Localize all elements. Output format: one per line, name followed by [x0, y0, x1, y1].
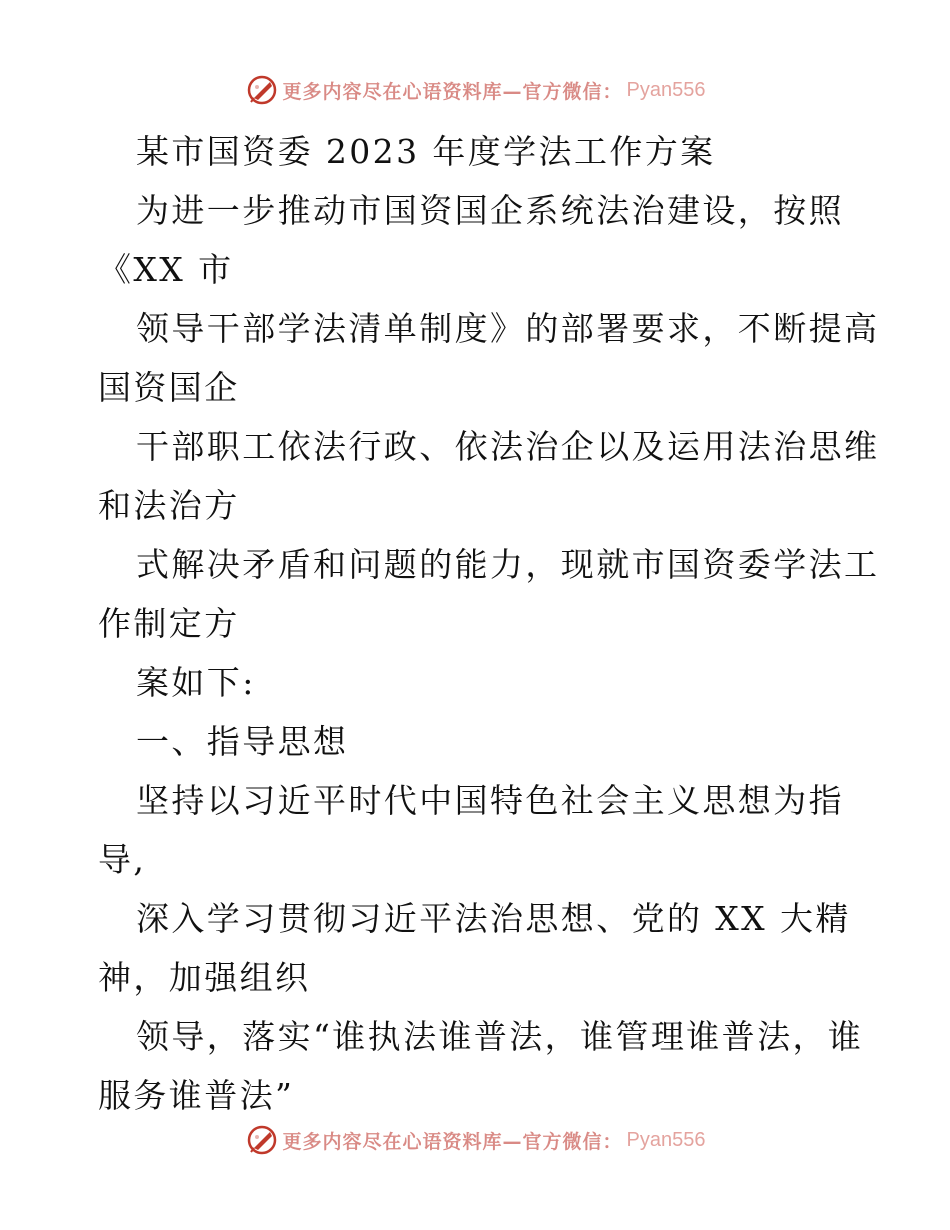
text-line: 国资国企 — [98, 368, 240, 407]
quill-logo-icon — [245, 1123, 279, 1157]
text-line: 深入学习贯彻习近平法治思想、党的 XX 大精 — [136, 899, 851, 938]
text-line: 案如下: — [136, 663, 256, 702]
quill-logo-icon — [245, 73, 279, 107]
watermark-contact: Pyan556 — [626, 1128, 706, 1151]
watermark-contact: Pyan556 — [626, 78, 706, 101]
section-heading: 一、指导思想 — [136, 722, 349, 761]
document-title: 某市国资委 2023 年度学法工作方案 — [136, 132, 716, 171]
document-body — [98, 122, 880, 1125]
text-line: 干部职工依法行政、依法治企以及运用法治思维 — [136, 427, 880, 466]
watermark-text: 更多内容尽在心语资料库—官方微信： — [282, 1130, 623, 1153]
header-watermark-banner — [0, 70, 950, 110]
text-line: 《XX 市 — [98, 250, 234, 289]
text-line: 领导，落实“谁执法谁普法，谁管理谁普法，谁 — [136, 1017, 864, 1056]
text-line: 作制定方 — [98, 604, 240, 643]
footer-watermark-banner — [0, 1120, 950, 1160]
text-line: 坚持以习近平时代中国特色社会主义思想为指 — [136, 781, 844, 820]
text-line: 式解决矛盾和问题的能力，现就市国资委学法工 — [136, 545, 880, 584]
text-line: 和法治方 — [98, 486, 240, 525]
text-line: 领导干部学法清单制度》的部署要求，不断提高 — [136, 309, 880, 348]
watermark-text: 更多内容尽在心语资料库—官方微信： — [282, 80, 623, 103]
text-line: 为进一步推动市国资国企系统法治建设，按照 — [136, 191, 844, 230]
text-line: 导, — [98, 840, 147, 879]
text-line: 服务谁普法” — [98, 1076, 295, 1115]
text-line: 神，加强组织 — [98, 958, 311, 997]
